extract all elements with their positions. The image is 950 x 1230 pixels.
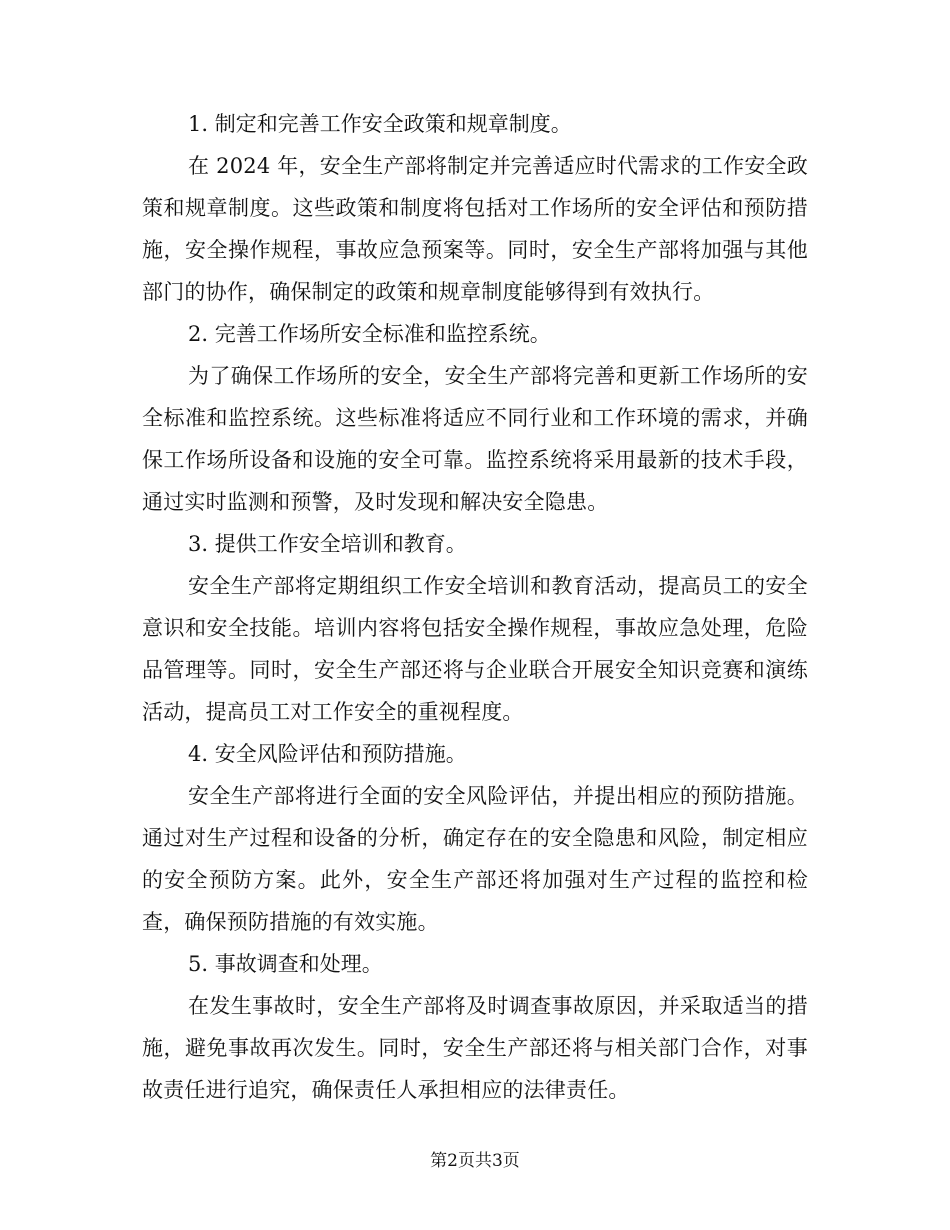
section-3-paragraph: 安全生产部将定期组织工作安全培训和教育活动，提高员工的安全意识和安全技能。培训内容将包括安全操作规程，事故应急处理，危险品管理等。同时，安全生产部还将与企业联合开展安全知识竞赛和演练活动，提高员工对工作安全的重视程度。 (142, 574, 808, 724)
section-2-heading: 2. 完善工作场所安全标准和监控系统。 (188, 322, 551, 346)
section-5-heading: 5. 事故调查和处理。 (188, 952, 383, 976)
section-3-heading: 3. 提供工作安全培训和教育。 (188, 532, 467, 556)
section-1-paragraph: 在 2024 年，安全生产部将制定并完善适应时代需求的工作安全政策和规章制度。这些政策和制度将包括对工作场所的安全评估和预防措施，安全操作规程，事故应急预案等。同时，安全生产部将加强与其他部门的协作，确保制定的政策和规章制度能够得到有效执行。 (142, 154, 808, 304)
section-4-paragraph: 安全生产部将进行全面的安全风险评估，并提出相应的预防措施。通过对生产过程和设备的分析，确定存在的安全隐患和风险，制定相应的安全预防方案。此外，安全生产部还将加强对生产过程的监控和检查，确保预防措施的有效实施。 (142, 784, 808, 934)
section-5-paragraph: 在发生事故时，安全生产部将及时调查事故原因，并采取适当的措施，避免事故再次发生。同时，安全生产部还将与相关部门合作，对事故责任进行追究，确保责任人承担相应的法律责任。 (142, 994, 808, 1102)
section-1-heading: 1. 制定和完善工作安全政策和规章制度。 (188, 112, 572, 136)
document-body (142, 103, 808, 1111)
page-number-footer: 第2页共3页 (430, 1151, 520, 1171)
section-2-paragraph: 为了确保工作场所的安全，安全生产部将完善和更新工作场所的安全标准和监控系统。这些标准将适应不同行业和工作环境的需求，并确保工作场所设备和设施的安全可靠。监控系统将采用最新的技术手段，通过实时监测和预警，及时发现和解决安全隐患。 (142, 364, 808, 514)
section-4-heading: 4. 安全风险评估和预防措施。 (188, 742, 467, 766)
